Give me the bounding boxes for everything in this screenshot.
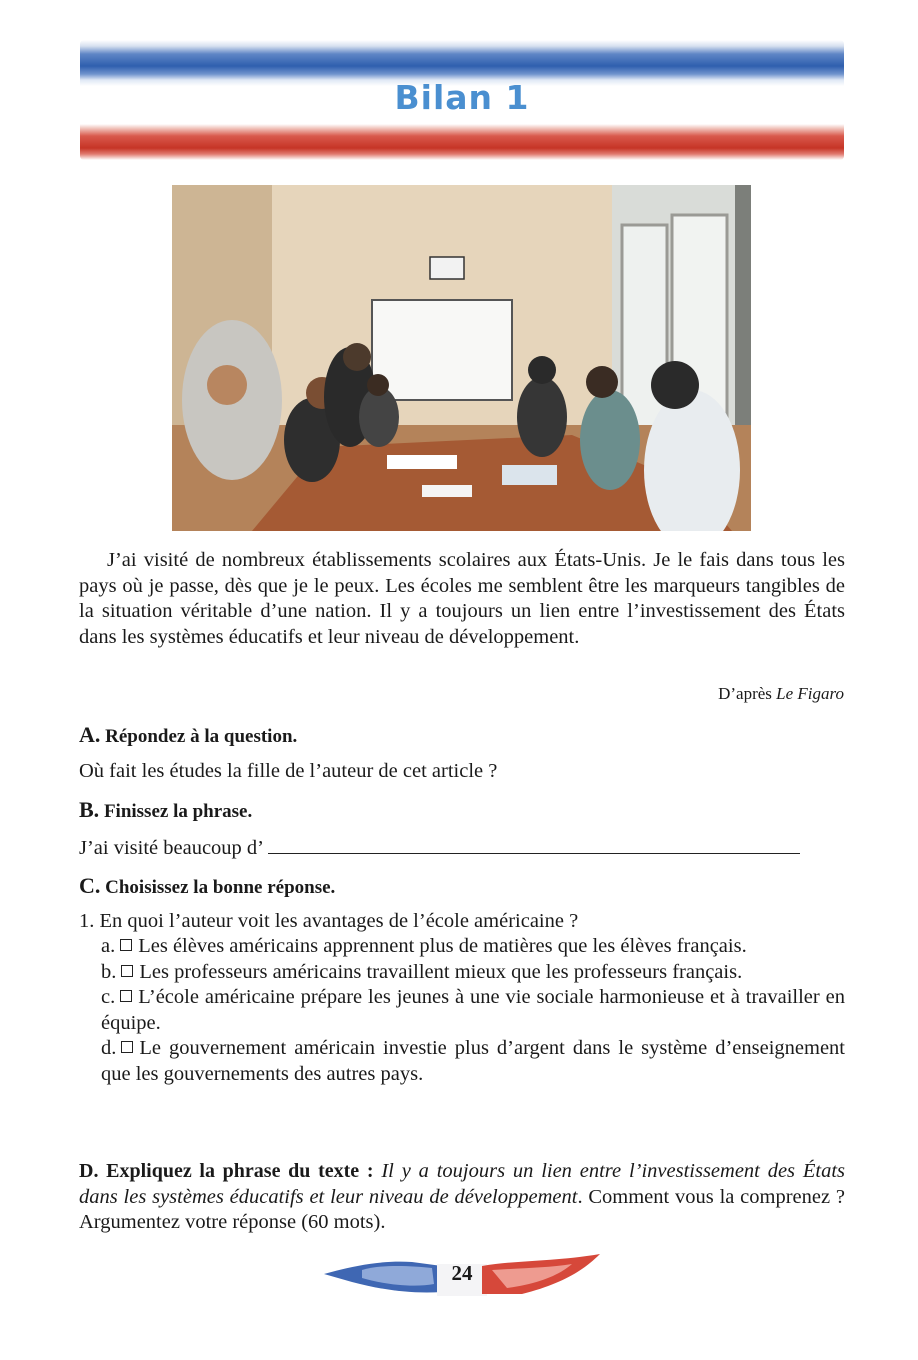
section-c-letter: C. (79, 873, 101, 898)
section-c-title: Choisissez la bonne réponse. (105, 877, 336, 898)
section-a-letter: A. (79, 722, 101, 747)
section-b-title: Finissez la phrase. (103, 801, 253, 822)
option-d (79, 1036, 845, 1087)
section-c-heading (79, 873, 845, 901)
option-d-text: Le gouvernement américain investie plus d’argent dans le système d’enseignement que les gouvernements des autres pays. (101, 1037, 845, 1085)
option-c-label: c. (101, 986, 116, 1008)
section-a-title: Répondez à la question. (105, 726, 298, 747)
option-c-text: L’école américaine prépare les jeunes à une vie sociale harmonieuse et à travailler en équipe. (101, 986, 845, 1034)
section-b-heading (79, 797, 845, 825)
section-a-heading (79, 722, 845, 750)
section-a (79, 722, 845, 784)
section-b (79, 797, 845, 861)
section-b-letter: B. (79, 797, 100, 822)
source-citation (718, 684, 844, 704)
option-c (79, 985, 845, 1036)
option-b-text: Les professeurs américains travaillent mieux que les professeurs français. (139, 960, 743, 983)
source-title: Le Figaro (776, 684, 844, 703)
section-d-quote: Il y a toujours un lien entre l’investissement des États dans les systèmes éducatifs et leur niveau de développement (79, 1160, 845, 1208)
option-b-label: b. (101, 960, 117, 983)
option-a (79, 934, 845, 960)
section-b-sentence (79, 833, 845, 862)
section-d-heading: D. Expliquez la phrase du texte : (79, 1160, 374, 1182)
page-footer (322, 1248, 602, 1304)
option-d-label: d. (101, 1037, 117, 1059)
section-d-instruction: . Comment vous la comprenez ? Argumentez votre réponse (60 mots). (79, 1185, 845, 1233)
section-d (79, 1159, 845, 1236)
answer-blank-line[interactable] (268, 833, 800, 854)
checkbox-icon[interactable] (120, 990, 132, 1002)
checkbox-icon[interactable] (121, 965, 133, 977)
option-b (79, 960, 845, 986)
section-c-question: 1. En quoi l’auteur voit les avantages de l’école américaine ? (79, 909, 579, 932)
header-banner (80, 40, 844, 160)
checkbox-icon[interactable] (120, 939, 132, 951)
reading-paragraph: J’ai visité de nombreux établissements scolaires aux États-Unis. Je le fais dans tous les pays où je passe, dès que je le peux. Les écoles me semblent être les marqueurs tangibles de la situation véritable d’une nation. Il y a toujours un lien entre l’investissement des États dans les systèmes éducatifs et leur niveau de développement. (79, 549, 845, 648)
classroom-photo-illustration (172, 185, 751, 531)
page-number: 24 (451, 1261, 473, 1285)
section-c (79, 873, 845, 1087)
classroom-photo (172, 185, 751, 531)
page-title: Bilan 1 (394, 78, 530, 117)
option-a-text: Les élèves américains apprennent plus de matières que les élèves français. (138, 935, 747, 957)
checkbox-icon[interactable] (121, 1041, 133, 1053)
section-a-question: Où fait les études la fille de l’auteur de cet article ? (79, 759, 498, 782)
option-a-label: a. (101, 935, 116, 957)
section-b-prompt: J’ai visité beaucoup d’ (79, 836, 263, 859)
source-prefix: D’après (718, 684, 777, 703)
